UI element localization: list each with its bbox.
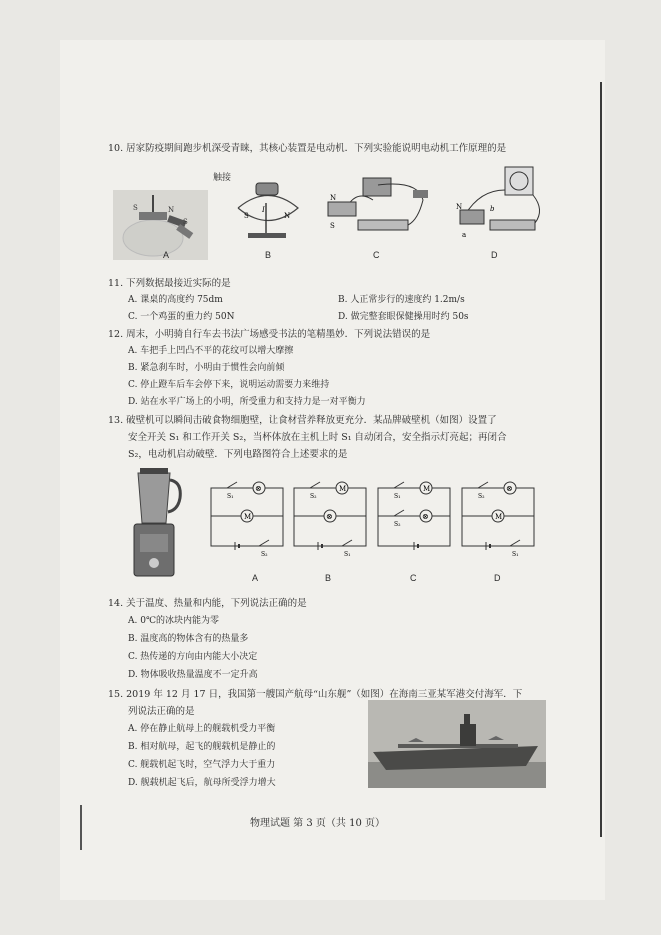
blender-image [128,468,183,580]
q10-label-c: C [373,250,380,260]
q13-stem-line-1: 13. 破壁机可以瞬间击破食物细胞壁，让食材营养释放更充分．某品牌破壁机（如图）设置了 [108,415,497,426]
q11-option-b: B. 人正常步行的速度约 1.2m/s [338,295,465,305]
q13-stem-line-2: 安全开关 S₁ 和工作开关 S₂，当杯体放在主机上时 S₁ 自动闭合，安全指示灯亮起；再闭合 [128,432,507,443]
svg-text:N: N [284,212,291,220]
circuit-b [290,478,370,563]
binding-line [600,82,602,837]
margin-line [80,805,82,850]
q14-option-b: B. 温度高的物体含有的热量多 [128,634,249,644]
svg-text:⊗: ⊗ [506,484,513,493]
svg-text:N: N [168,206,175,214]
circuit-label-d: D [494,573,501,583]
svg-text:⊗: ⊗ [255,484,262,493]
q12-option-c: C. 停止蹬车后车会停下来，说明运动需要力来维持 [128,380,330,390]
svg-text:S₁: S₁ [227,493,234,500]
svg-text:M: M [339,485,347,493]
q12-option-d: D. 站在水平广场上的小明，所受重力和支持力是一对平衡力 [128,397,366,407]
q10-stem: 10. 居家防疫期间跑步机深受青睐，其核心装置是电动机．下列实验能说明电动机工作原理的是 [108,143,507,154]
svg-text:N: N [330,194,337,202]
svg-text:⊗: ⊗ [326,512,333,521]
q15-option-d: D. 舰载机起飞后，航母所受浮力增大 [128,778,276,788]
q14-option-d: D. 物体吸收热量温度不一定升高 [128,670,258,680]
svg-text:S: S [330,222,335,230]
q12-option-b: B. 紧急刹车时，小明由于惯性会向前倾 [128,363,285,373]
page-footer: 物理试题 第 3 页（共 10 页） [250,818,385,829]
q10-figure-c [318,170,438,250]
circuit-label-c: C [410,573,417,583]
q14-option-c: C. 热传递的方向由内能大小决定 [128,652,258,662]
q14-option-a: A. 0℃的冰块内能为零 [128,616,220,626]
circuit-label-a: A [252,573,259,583]
q10-fig-text: 触接 [213,173,232,183]
q11-option-c: C. 一个鸡蛋的重力约 50N [128,312,235,322]
q10-label-a: A [163,250,170,260]
q11-stem: 11. 下列数据最接近实际的是 [108,278,231,289]
svg-text:S: S [133,204,138,212]
q13-stem-line-3: S₂，电动机启动破壁．下列电路图符合上述要求的是 [128,449,348,460]
q11-option-a: A. 课桌的高度约 75dm [128,295,223,305]
svg-text:S₂: S₂ [310,493,317,500]
q15-option-c: C. 舰载机起飞时，空气浮力大于重力 [128,760,276,770]
svg-text:M: M [423,485,431,493]
q10-figure-b [228,178,308,248]
svg-text:b: b [490,205,495,213]
q10-figure-d [450,165,550,250]
q12-stem: 12. 周末，小明骑自行车去书法广场感受书法的笔精墨妙．下列说法错误的是 [108,329,431,340]
svg-text:M: M [495,513,503,521]
svg-text:S₂: S₂ [261,551,268,558]
svg-text:a: a [462,231,467,239]
q15-stem-line-2: 列说法正确的是 [128,706,195,717]
q11-option-d: D. 做完整套眼保健操用时约 50s [338,312,469,322]
q15-stem-line-1: 15. 2019 年 12 月 17 日，我国第一艘国产航母“山东舰”（如图）在海南三亚某军港交付海军．下 [108,689,523,700]
q12-option-a: A. 车把手上凹凸不平的花纹可以增大摩擦 [128,346,294,356]
svg-text:I: I [262,206,265,214]
circuit-label-b: B [325,573,332,583]
svg-text:S: S [183,218,188,226]
svg-text:S: S [244,212,249,220]
q15-option-b: B. 相对航母，起飞的舰载机是静止的 [128,742,276,752]
svg-text:S₂: S₂ [478,493,485,500]
svg-text:N: N [456,203,463,211]
svg-text:S₁: S₁ [344,551,351,558]
q15-option-a: A. 停在静止航母上的舰载机受力平衡 [128,724,276,734]
q14-stem: 14. 关于温度、热量和内能，下列说法正确的是 [108,598,307,609]
circuit-d [458,478,538,563]
svg-text:M: M [244,513,252,521]
svg-text:⊗: ⊗ [422,512,429,521]
q10-figure-a [113,190,208,260]
aircraft-carrier-image [368,700,546,788]
circuit-a [207,478,287,563]
circuit-c [374,478,454,563]
q10-label-d: D [491,250,498,260]
q10-label-b: B [265,250,272,260]
svg-text:S₁: S₁ [394,493,401,500]
svg-text:S₂: S₂ [394,521,401,528]
svg-text:S₁: S₁ [512,551,519,558]
